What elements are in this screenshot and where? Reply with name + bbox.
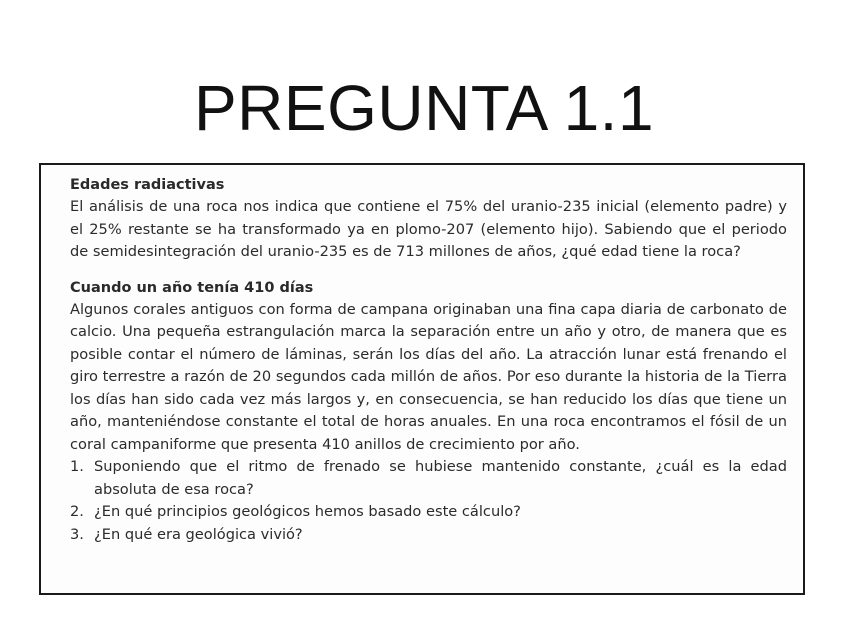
question-number: 3. [70, 525, 84, 543]
section-heading: Cuando un año tenía 410 días [70, 279, 314, 296]
section-spacer [70, 264, 787, 278]
question-number: 1. [70, 458, 84, 475]
question-number: 2. [70, 503, 84, 520]
question-text: ¿En qué principios geológicos hemos basado este cálculo? [94, 503, 521, 520]
question-item [70, 456, 787, 501]
question-item [70, 524, 787, 547]
section-body: El análisis de una roca nos indica que contiene el 75% del uranio-235 inicial (elemento padre) y el 25% restante se ha transformado ya en plomo-207 (elemento hijo). Sabiendo que el periodo de semidesintegración del uranio-235 es de 713 millones de años, ¿qué edad tiene la roca? [70, 198, 787, 260]
slide-title: PREGUNTA 1.1 [193, 72, 655, 144]
section-heading: Edades radiactivas [70, 177, 225, 193]
question-list [70, 456, 787, 546]
section-410-days [70, 278, 787, 547]
question-text: ¿En qué era geológica vivió? [94, 525, 303, 543]
scanned-text-box [39, 163, 805, 595]
question-text: Suponiendo que el ritmo de frenado se hubiese mantenido constante, ¿cuál es la edad absoluta de esa roca? [94, 458, 787, 498]
question-item [70, 501, 787, 524]
section-radioactive-ages [70, 175, 787, 264]
section-body: Algunos corales antiguos con forma de campana originaban una fina capa diaria de carbonato de calcio. Una pequeña estrangulación marca la separación entre un año y otro, de manera que es posible contar el número de láminas, serán los días del año. La atracción lunar está frenando el giro terrestre a razón de 20 segundos cada millón de años. Por eso durante la historia de la Tierra los días han sido cada vez más largos y, en consecuencia, se han reducido los días que tiene un año, manteniéndose constante el total de horas anuales. En una roca encontramos el fósil de un coral campaniforme que presenta 410 anillos de crecimiento por año. [70, 300, 787, 453]
